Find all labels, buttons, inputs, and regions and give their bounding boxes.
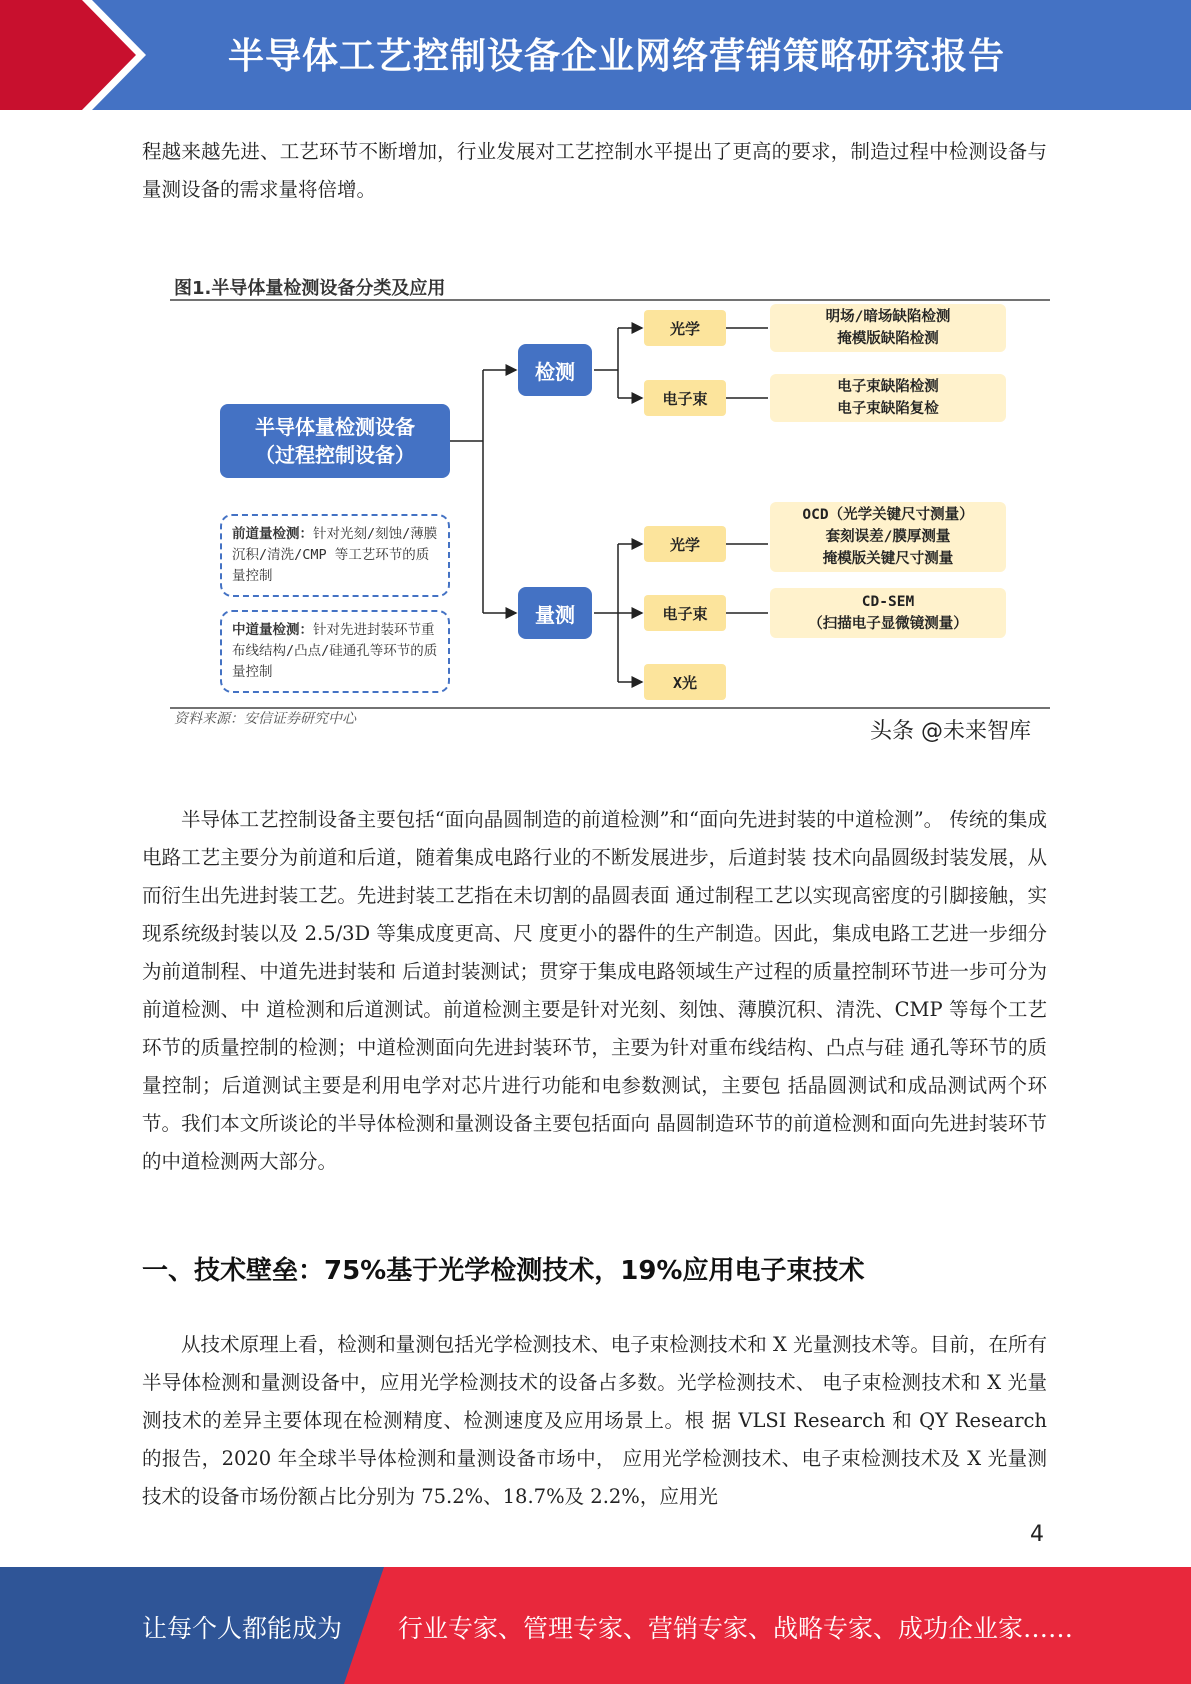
figure-classification-diagram [170, 270, 1050, 744]
body-paragraph-3: 从技术原理上看，检测和量测包括光学检测技术、电子束检测技术和 X 光量测技术等。目前，在所有半导体检测和量测设备中，应用光学检测技术的设备占多数。光学检测技术、 电子束检测技术和 X 光量测技术的差异主要体现在检测精度、检测速度及应用场景上。根 据 VLSI Research 和 QY Research 的报告，2020 年全球半导体检测和量测设备市场中， 应用光学检测技术、电子束检测技术及 X 光量测技术的设备市场份额占比分别为 75.2%、18.7%及 2.2%，应用光 [142, 1333, 1047, 1508]
footer-right-text: 行业专家、管理专家、营销专家、战略专家、成功企业家…… [398, 1614, 1074, 1643]
figure-title: 图1.半导体量检测设备分类及应用 [174, 278, 446, 299]
root-node-line1: 半导体量检测设备 [255, 415, 415, 439]
note-mid-label: 中道量检测： [232, 622, 313, 638]
root-node-line2: （过程控制设备） [255, 443, 415, 467]
header-title: 半导体工艺控制设备企业网络营销策略研究报告 [228, 36, 1006, 77]
detail-metrology-ebeam [770, 588, 1006, 638]
note-front-end [220, 514, 450, 597]
detail-line: 电子束缺陷检测 [837, 379, 939, 395]
page-number: 4 [1030, 1522, 1044, 1547]
detail-metrology-optical [770, 502, 1006, 572]
detail-line: （扫描电子显微镜测量） [808, 616, 968, 632]
body-paragraph-1: 程越来越先进、工艺环节不断增加，行业发展对工艺控制水平提出了更高的要求，制造过程中检测设备与量测设备的需求量将倍增。 [142, 140, 1047, 201]
node-metrology-xray: X光 [644, 664, 726, 700]
root-node [220, 404, 450, 478]
detail-line: 电子束缺陷复检 [837, 401, 939, 417]
page-header [0, 0, 1191, 110]
note-front-text: 针对光刻/刻蚀/薄膜沉积/清洗/CMP 等工艺环节的质量控制 [232, 526, 438, 584]
note-mid-text: 针对先进封装环节重布线结构/凸点/硅通孔等环节的质量控制 [232, 622, 438, 680]
header-arrow-decoration [0, 0, 160, 110]
detail-line: 明场/暗场缺陷检测 [825, 309, 951, 325]
detail-line: 掩模版缺陷检测 [837, 331, 939, 347]
detail-line: 套刻误差/膜厚测量 [825, 529, 951, 545]
figure-watermark: 头条 @未来智库 [870, 719, 1031, 744]
node-inspection-ebeam: 电子束 [644, 380, 726, 416]
body-paragraph-2: 半导体工艺控制设备主要包括“面向晶圆制造的前道检测”和“面向先进封装的中道检测”。 传统的集成电路工艺主要分为前道和后道，随着集成电路行业的不断发展进步，后道封装 技术向晶圆级封装发展，从而衍生出先进封装工艺。先进封装工艺指在未切割的晶圆表面 通过制程工艺以实现高密度的引脚接触，实现系统级封装以及 2.5/3D 等集成度更高、尺 度更小的器件的生产制造。因此，集成电路工艺进一步细分为前道制程、中道先进封装和 后道封装测试；贯穿于集成电路领域生产过程的质量控制环节进一步可分为前道检测、中 道检测和后道测试。前道检测主要是针对光刻、刻蚀、薄膜沉积、清洗、CMP 等每个工艺 环节的质量控制的检测；中道检测面向先进封装环节，主要为针对重布线结构、凸点与硅 通孔等环节的质量控制；后道测试主要是利用电学对芯片进行功能和电参数测试，主要包 括晶圆测试和成品测试两个环节。我们本文所谈论的半导体检测和量测设备主要包括面向 晶圆制造环节的前道检测和面向先进封装环节的中道检测两大部分。 [142, 808, 1047, 1173]
section-heading: 一、技术壁垒：75%基于光学检测技术，19%应用电子束技术 [142, 1256, 865, 1286]
node-metrology: 量测 [518, 587, 592, 639]
detail-line: CD-SEM [861, 594, 915, 610]
detail-inspection-ebeam [770, 374, 1006, 422]
node-metrology-optical: 光学 [644, 526, 726, 562]
detail-line: OCD（光学关键尺寸测量） [802, 507, 974, 523]
node-metrology-ebeam: 电子束 [644, 595, 726, 631]
detail-line: 掩模版关键尺寸测量 [822, 551, 954, 567]
note-mid-end [220, 610, 450, 693]
figure-source: 资料来源：安信证券研究中心 [174, 711, 356, 727]
footer-left-text: 让每个人都能成为 [142, 1614, 343, 1643]
node-inspection: 检测 [518, 344, 592, 396]
page-footer [0, 1567, 1191, 1684]
detail-inspection-optical [770, 304, 1006, 352]
node-inspection-optical: 光学 [644, 310, 726, 346]
note-front-label: 前道量检测： [232, 526, 313, 542]
